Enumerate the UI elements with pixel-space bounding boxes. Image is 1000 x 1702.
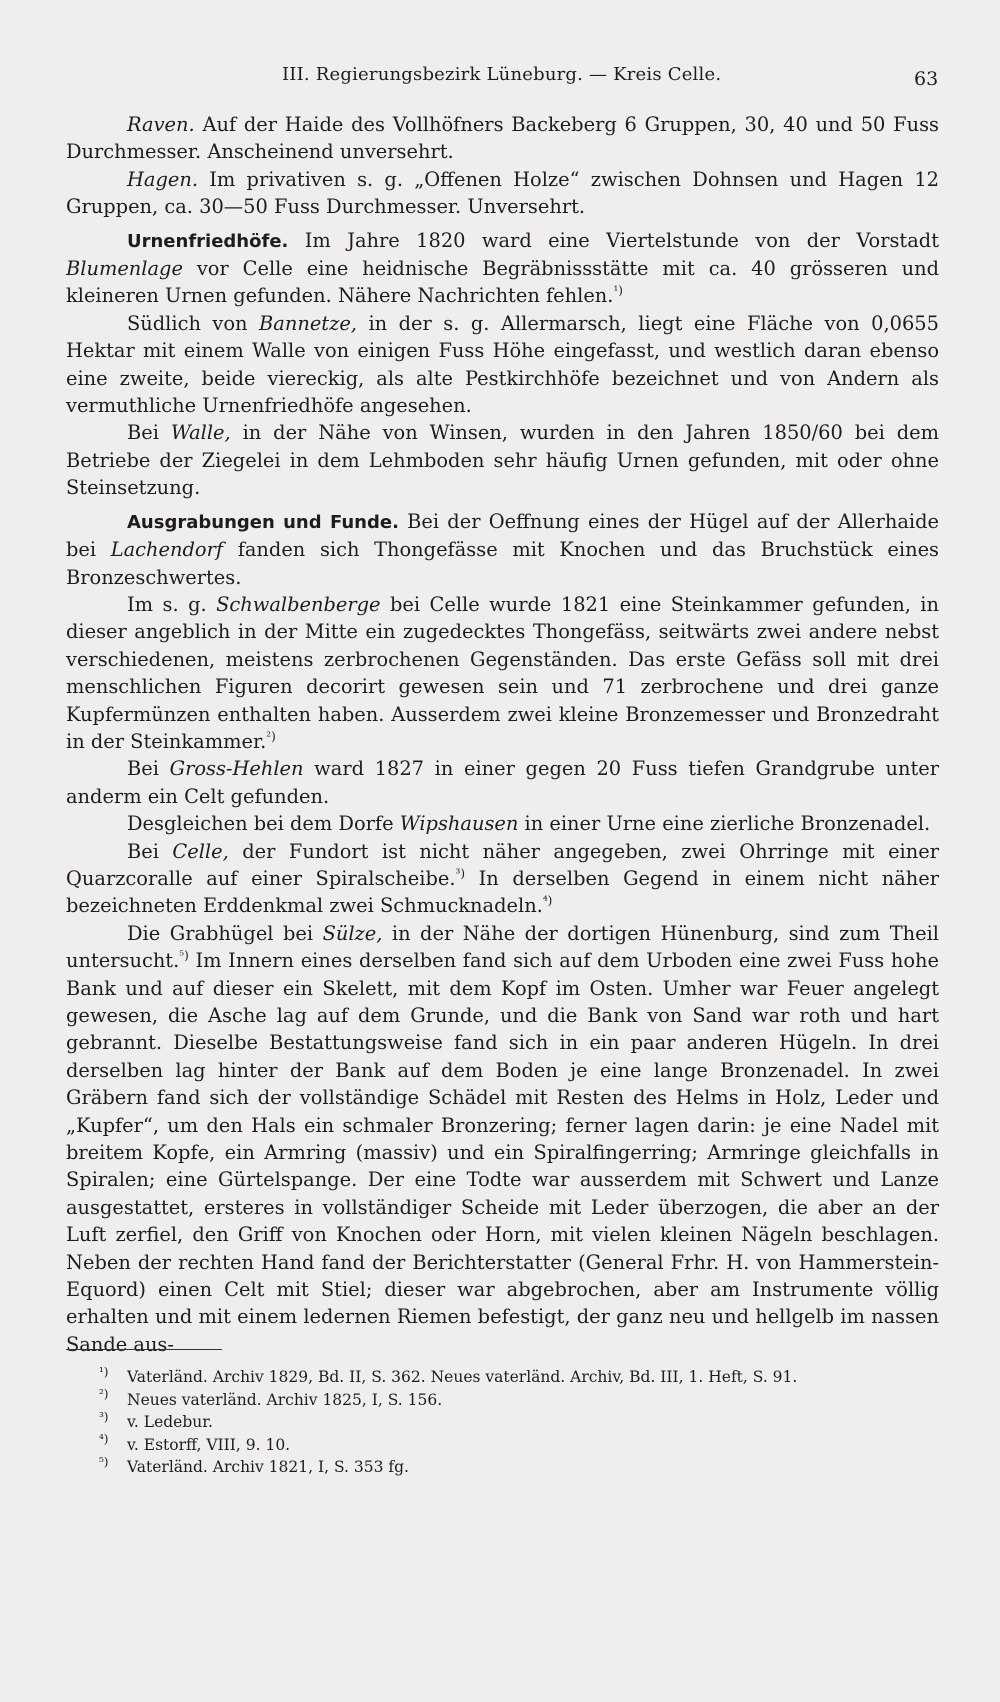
text-run: Südlich von [127,311,260,335]
paragraph [66,810,939,837]
place-name: Gross-Hehlen [169,757,304,781]
footnote: ⁴) v. Estorff, VIII, 9. 10. [99,1432,291,1454]
section-heading: Ausgrabungen und Funde. [127,511,399,533]
text-run: fanden sich Thongefässe mit Knochen und das Bruchstück eines Bronzeschwertes. [66,538,939,589]
footnote-reference: ²) [266,729,276,744]
text-run: Desgleichen bei dem Dorfe [127,812,400,836]
text-run: ward 1827 in einer gegen 20 Fuss tiefen Grandgrube unter anderm ein Celt gefunden. [66,757,939,808]
footnote-text: Vaterländ. Archiv 1821, I, S. 353 fg. [127,1458,409,1476]
footnotes [99,1364,927,1479]
footnote: ⁵) Vaterländ. Archiv 1821, I, S. 353 fg. [99,1454,409,1476]
place-name: Hagen. [127,167,199,191]
paragraph [66,755,939,810]
footnote-reference: ³) [455,866,466,881]
text-run: Bei [127,757,170,781]
paragraph [66,166,939,221]
footnote: ¹) Vaterländ. Archiv 1829, Bd. II, S. 362. Neues vaterländ. Archiv, Bd. III, 1. Heft, S. 91. [99,1364,798,1386]
text-run: vor Celle eine heidnische Begräbnissstätte mit ca. 40 grösseren und kleineren Urnen gefunden. Nähere Nachrichten fehlen. [66,257,939,308]
footnote-text: v. Ledebur. [127,1413,213,1431]
paragraph [66,419,939,501]
paragraph [66,591,939,755]
text-run: in einer Urne eine zierliche Bronzenadel. [518,812,931,836]
text-run: Im Innern eines derselben fand sich auf dem Urboden eine zwei Fuss hohe Bank und auf dieser ein Skelett, mit dem Kopf im Osten. Umher war Feuer angelegt gewesen, die Asche lag auf dem Grunde, und die Bank von Sand war roth und hart gebrannt. Dieselbe Bestattungsweise fand sich in ein paar anderen Hügeln. In drei derselben lag hinter der Bank auf dem Boden je eine lange Bronzenadel. In zwei Gräbern fand sich der vollständige Schädel mit Resten des Helms in Holz, Leder und „Kupfer“, um den Hals ein schmaler Bronzering; ferner lagen darin: je eine Nadel mit breitem Kopfe, ein Armring (massiv) und ein Spiralfingerring; Armringe gleichfalls in Spiralen; eine Gürtelspange. Der eine Todte war ausserdem mit Schwert und Lanze ausgestattet, ersteres in vollständiger Scheide mit Leder überzogen, die aber an der Luft zerfiel, den Griff von Knochen oder Horn, mit vielen kleinen Nägeln beschlagen. Neben der rechten Hand fand der Berichterstatter (General Frhr. H. von Hammerstein-Equord) einen Celt mit Stiel; dieser war abgebrochen, aber am Instrumente völlig erhalten und mit einem ledernen Riemen befestigt, der ganz neu und hellgelb im nassen Sande aus- [66,949,939,1356]
footnote: ³) v. Ledebur. [99,1409,213,1431]
text-run: Auf der Haide des Vollhöfners Backeberg 6 Gruppen, 30, 40 und 50 Fuss Durchmesser. Anscheinend unversehrt. [66,113,939,164]
text-run: in der Nähe der dortigen Hünenburg, sind zum Theil untersucht. [66,921,939,973]
place-name: Sülze, [322,921,383,945]
text-run: bei Celle wurde 1821 eine Steinkammer gefunden, in dieser angeblich in der Mitte ein zugedecktes Thongefäss, seitwärts zwei andere nebst verschiedenen, meistens zerbrochenen Gegenständen. Das erste Gefäss soll mit drei menschlichen Figuren decorirt gewesen sein und 71 zerbrochene und drei ganze Kupfermünzen enthalten haben. Ausserdem zwei kleine Bronzemesser und Bronzedraht in der Steinkammer. [66,592,940,753]
footnote-text: v. Estorff, VIII, 9. 10. [127,1435,291,1454]
text-run: in der Nähe von Winsen, wurden in den Jahren 1850/60 bei dem Betriebe der Ziegelei in dem Lehmboden sehr häufig Urnen gefunden, mit oder ohne Steinsetzung. [66,421,939,500]
footnote: ²) Neues vaterländ. Archiv 1825, I, S. 156. [99,1387,443,1409]
paragraph [66,508,939,591]
paragraph [66,838,939,920]
running-title: III. Regierungsbezirk Lüneburg. — Kreis Celle. [282,64,722,85]
paragraph [66,227,939,310]
place-name: Schwalbenberge [216,592,381,616]
footnote-reference: ¹) [613,283,623,298]
text-run: Bei [127,421,171,445]
place-name: Wipshausen [399,812,519,836]
place-name: Celle, [172,839,229,863]
footnote-text: Vaterländ. Archiv 1829, Bd. II, S. 362. Neues vaterländ. Archiv, Bd. III, 1. Heft, S. 91. [127,1368,798,1386]
place-name: Lachendorf [110,538,224,562]
footnote-divider [66,1349,222,1350]
place-name: Bannetze, [259,311,357,335]
text-run: Die Grabhügel bei [127,921,323,945]
page-header [0,64,1000,100]
page-number: 63 [914,68,939,90]
footnote-text: Neues vaterländ. Archiv 1825, I, S. 156. [127,1390,443,1409]
footnote-reference: ⁴) [542,893,553,908]
place-name: Raven. [127,113,195,136]
place-name: Blumenlage [66,257,183,281]
paragraph [66,310,939,420]
text-run: Bei der Oeffnung eines der Hügel auf der Allerhaide bei [66,509,939,562]
text-run: In derselben Gegend in einem nicht näher bezeichneten Erddenkmal zwei Schmucknadeln. [66,866,939,918]
place-name: Walle, [170,421,231,445]
body-text [66,111,939,1358]
text-run: der Fundort ist nicht näher angegeben, zwei Ohrringe mit einer Quarzcoralle auf einer Spiralscheibe. [66,839,939,890]
paragraph [66,920,939,1359]
text-run: Im Jahre 1820 ward eine Viertelstunde von der Vorstadt [288,228,939,252]
text-run: Im privativen s. g. „Offenen Holze“ zwischen Dohnsen und Hagen 12 Gruppen, ca. 30—50 Fuss Durchmesser. Unversehrt. [66,167,939,219]
text-run: Bei [127,839,173,863]
section-heading: Urnenfriedhöfe. [127,230,289,252]
paragraph [66,111,939,166]
footnote-reference: ⁵) [179,948,189,963]
text-run: in der s. g. Allermarsch, liegt eine Fläche von 0,0655 Hektar mit einem Walle von einigen Fuss Höhe eingefasst, und westlich daran ebenso eine zweite, beide viereckig, als alte Pestkirchhöfe bezeichnet und von Andern als vermuthliche Urnenfriedhöfe angesehen. [66,311,939,418]
text-run: Im s. g. [127,592,217,616]
